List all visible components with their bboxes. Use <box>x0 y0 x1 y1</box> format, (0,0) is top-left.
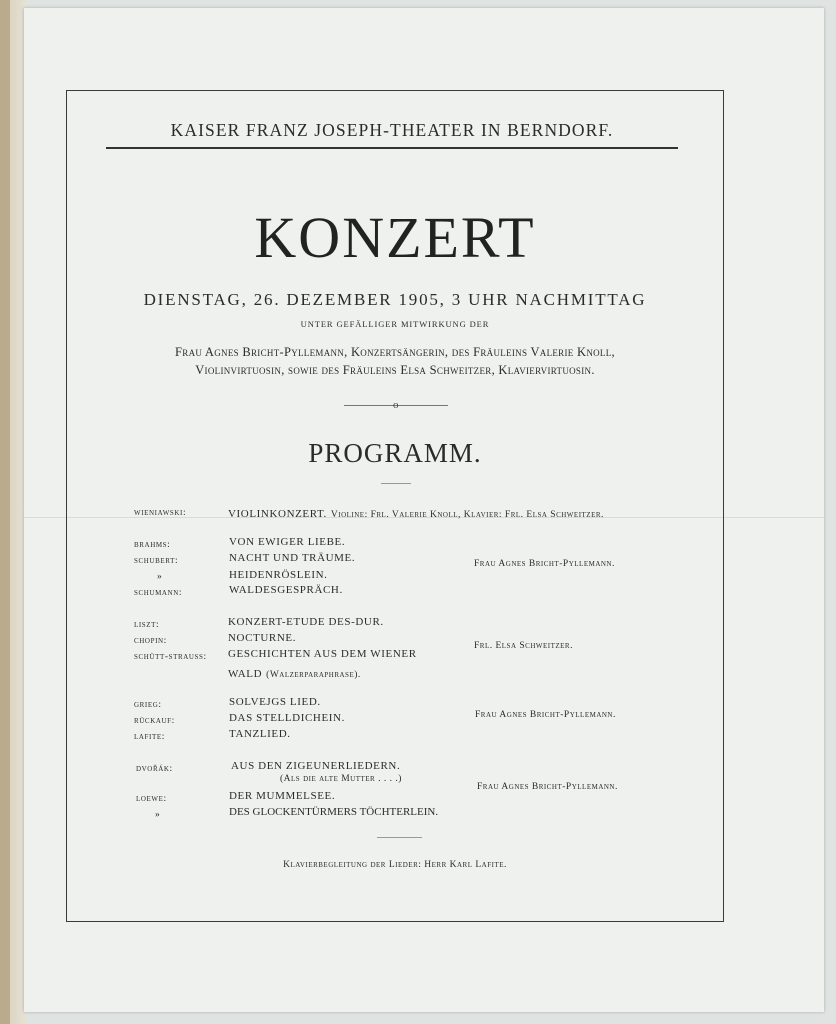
composer-grieg: grieg: <box>134 700 162 710</box>
work-detail: Violine: Frl. Valerie Knoll, Klavier: Frl. Elsa Schweitzer. <box>330 510 604 520</box>
performer-credit: Frau Agnes Bricht-Pyllemann. <box>474 559 615 569</box>
composer-rueckauf: rückauf: <box>134 716 175 726</box>
work-title: NOCTURNE. <box>228 632 297 644</box>
program-item <box>228 504 604 522</box>
composer-schuett-strauss: schütt-strauss: <box>134 652 207 662</box>
performer-credit: Frl. Elsa Schweitzer. <box>474 641 573 651</box>
work-title: HEIDENRÖSLEIN. <box>229 569 328 581</box>
theatre-name: KAISER FRANZ JOSEPH-THEATER IN BERNDORF. <box>170 120 614 140</box>
performer-credit: Frau Agnes Bricht-Pyllemann. <box>477 782 618 792</box>
composer-schumann: schumann: <box>134 588 183 598</box>
work-title: SOLVEJGS LIED. <box>229 696 321 708</box>
composer-brahms: brahms: <box>134 540 171 550</box>
header-rule <box>106 147 678 149</box>
programm-heading: PROGRAMM. <box>308 438 482 468</box>
performers-line-2: Violinvirtuosin, sowie des Fräuleins Elsa Schweitzer, Klaviervirtuosin. <box>195 363 595 377</box>
program-item <box>228 664 361 682</box>
work-detail: (Als die alte Mutter . . . .) <box>280 774 402 784</box>
divider-ornament: o <box>393 399 399 411</box>
performers-intro <box>70 343 720 379</box>
work-title: NACHT UND TRÄUME. <box>229 552 356 564</box>
work-title: DER MUMMELSEE. <box>229 790 336 802</box>
bottom-divider <box>377 837 422 838</box>
composer-chopin: chopin: <box>134 636 167 646</box>
composer-ditto: » <box>155 810 161 820</box>
work-detail: (Walzerparaphrase). <box>266 670 361 680</box>
work-title: VON EWIGER LIEBE. <box>229 536 346 548</box>
work-title: DES GLOCKENTÜRMERS TÖCHTERLEIN. <box>229 806 439 818</box>
work-title: VIOLINKONZERT. <box>228 508 327 520</box>
performers-line-1: Frau Agnes Bricht-Pyllemann, Konzertsängerin, des Fräuleins Valerie Knoll, <box>175 345 615 359</box>
accompaniment-credit: Klavierbegleitung der Lieder: Herr Karl Lafite. <box>283 860 507 870</box>
work-title: AUS DEN ZIGEUNERLIEDERN. <box>231 760 401 772</box>
work-title-continued: WALD <box>228 668 263 680</box>
composer-liszt: liszt: <box>134 620 160 630</box>
work-title: KONZERT-ETUDE DES-DUR. <box>228 616 384 628</box>
composer-wieniawski: wieniawski: <box>134 508 187 518</box>
work-title: DAS STELLDICHEIN. <box>229 712 345 724</box>
performer-credit: Frau Agnes Bricht-Pyllemann. <box>475 710 616 720</box>
concert-title: KONZERT <box>254 205 536 270</box>
page-edge <box>0 0 10 1024</box>
cooperation-note: UNTER GEFÄLLIGER MITWIRKUNG DER <box>300 319 490 329</box>
concert-date: DIENSTAG, 26. DEZEMBER 1905, 3 UHR NACHMITTAG <box>143 290 647 309</box>
composer-ditto: » <box>157 572 163 582</box>
composer-schubert: schubert: <box>134 556 179 566</box>
composer-loewe: loewe: <box>136 794 167 804</box>
work-title: WALDESGESPRÄCH. <box>229 584 343 596</box>
programm-rule <box>381 483 411 484</box>
composer-lafite: lafite: <box>134 732 165 742</box>
composer-dvorak: dvořák: <box>136 764 173 774</box>
work-title: GESCHICHTEN AUS DEM WIENER <box>228 648 417 660</box>
work-title: TANZLIED. <box>229 728 291 740</box>
